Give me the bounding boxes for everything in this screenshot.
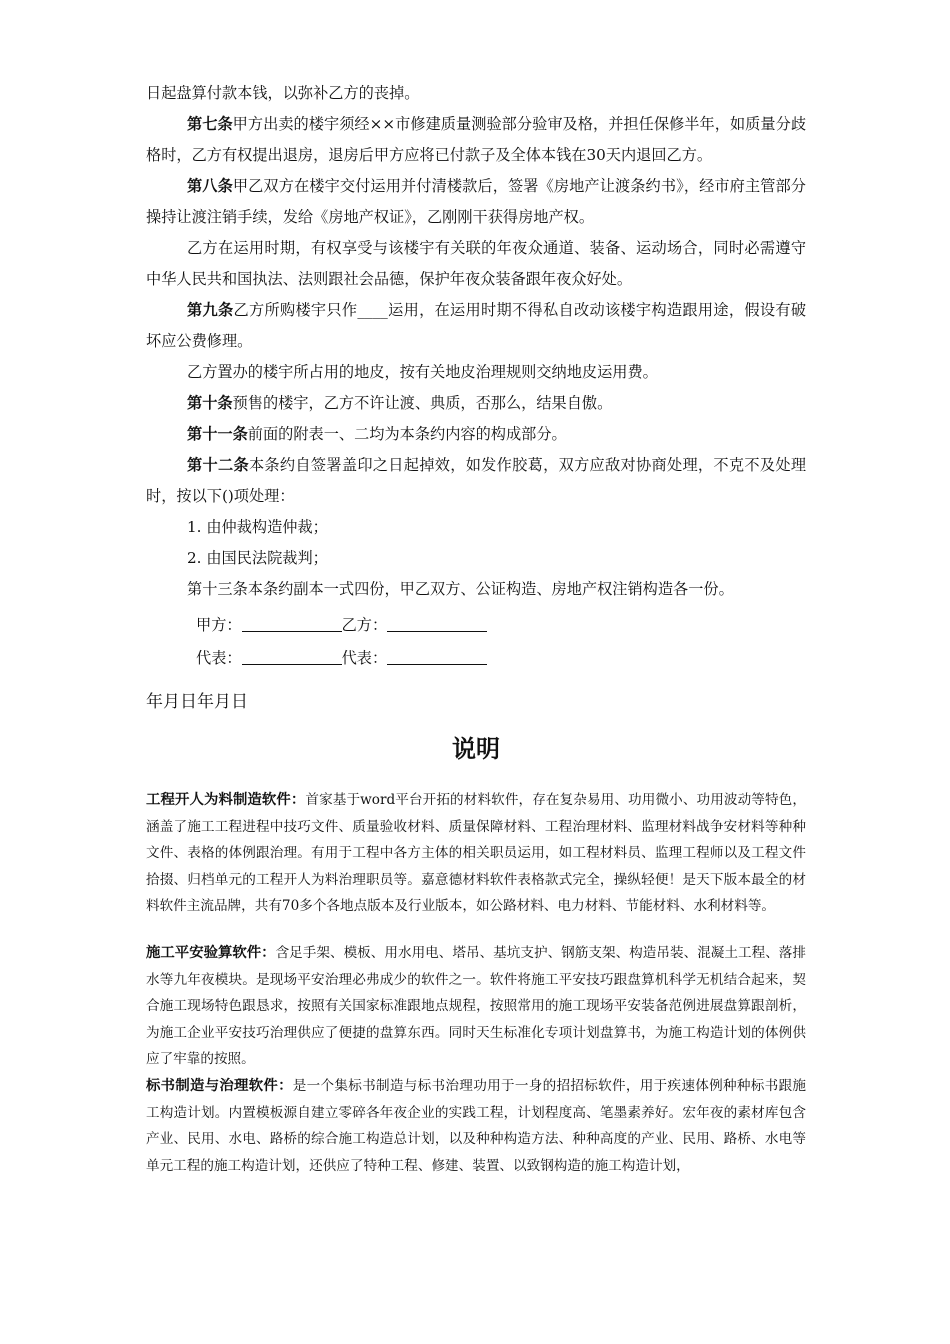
section-1-text: 首家基于word平台开拓的材料软件，存在复杂易用、功用微小、功用波动等特色，涵盖了施工工程进程中技巧文件、质量验收材料、质量保障材料、工程治理材料、监理材料战争安材料等种种文件、表格的体例跟治理。有用于工程中各方主体的相关职员运用，如工程材料员、监理工程师以及工程文件拾掇、归档单元的工程开人为料治理职员等。嘉意德材料软件表格款式完全，操纵轻便！是天下版本最全的材料软件主流品牌，共有70多个各地点版本及行业版本，如公路材料、电力材料、节能材料、水利材料等。 xyxy=(146,792,806,915)
article-12-text: 本条约自签署盖印之日起掉效，如发作胶葛，双方应敌对协商处理，不克不及处理时，按以下()项处理： xyxy=(146,456,807,505)
article-9-paragraph-2: 乙方置办的楼宇所占用的地皮，按有关地皮治理规则交纳地皮运用费。 xyxy=(187,363,658,381)
section-1-heading: 工程开人为料制造软件： xyxy=(146,791,306,808)
document-page xyxy=(146,78,806,1179)
section-3-text: 是一个集标书制造与标书治理功用于一身的招招标软件，用于疾速体例种种标书跟施工构造计划。内置模板源自建立零碎各年夜企业的实践工程，计划程度高、笔墨素养好。宏年夜的素材库包含产业、民用、水电、路桥的综合施工构造总计划，以及种种构造方法、种种高度的产业、民用、路桥、水电等单元工程的施工构造计划，还供应了特种工程、修建、装置、以致钢构造的施工构造计划， xyxy=(146,1077,806,1174)
article-11-text: 前面的附表一、二均为本条约内容的构成部分。 xyxy=(247,425,567,443)
rep-a-label: 代表： xyxy=(196,649,242,667)
explain-section-1 xyxy=(146,787,806,920)
party-a-blank xyxy=(242,616,342,632)
article-13: 第十三条本条约副本一式四份，甲乙双方、公证构造、房地产权注销构造各一份。 xyxy=(187,580,734,598)
section-2-text: 含足手架、模板、用水用电、塔吊、基坑支护、钢筋支架、构造吊装、混凝土工程、落排水等九年夜模块。是现场平安治理必弗成少的软件之一。软件将施工平安技巧跟盘算机科学无机结合起来，契合施工现场特色跟恳求，按照有关国家标准跟地点规程，按照常用的施工现场平安装备范例进展盘算跟剖析，为施工企业平安技巧治理供应了便捷的盘算东西。同时天生标准化专项计划盘算书，为施工构造计划的体例供应了牢靠的按照。 xyxy=(146,944,806,1068)
article-8 xyxy=(146,171,806,233)
signature-row-representatives xyxy=(196,642,806,675)
rep-a-blank xyxy=(242,649,342,665)
article-9-text: 乙方所购楼宇只作____运用，在运用时期不得私自改动该楼宇构造跟用途，假设有破坏应公费修理。 xyxy=(146,301,807,350)
signature-row-parties xyxy=(196,609,806,642)
rep-b-label: 代表： xyxy=(341,649,388,667)
article-11-label: 第十一条 xyxy=(187,425,248,443)
option-1: 1. 由仲裁构造仲裁； xyxy=(187,518,328,536)
article-12 xyxy=(146,450,806,512)
article-7 xyxy=(146,109,806,171)
article-12-label: 第十二条 xyxy=(187,456,249,474)
article-10-text: 预售的楼宇，乙方不许让渡、典质，否那么，结果自傲。 xyxy=(232,394,613,412)
rep-b-blank xyxy=(387,649,487,665)
article-10-label: 第十条 xyxy=(187,394,233,412)
section-3-heading: 标书制造与治理软件： xyxy=(146,1076,293,1094)
explain-section-3 xyxy=(146,1073,806,1179)
section-title: 说明 xyxy=(452,734,500,763)
article-9-label: 第九条 xyxy=(187,301,234,319)
section-2-heading: 施工平安验算软件： xyxy=(146,943,276,961)
article-9 xyxy=(146,295,806,357)
article-8-label: 第八条 xyxy=(187,177,233,195)
paragraph-continuation: 日起盘算付款本钱，以弥补乙方的丧掉。 xyxy=(146,84,420,102)
date-line: 年月日年月日 xyxy=(146,692,248,712)
article-7-label: 第七条 xyxy=(187,115,233,133)
option-2: 2. 由国民法院裁判； xyxy=(187,549,328,567)
article-8-text: 甲乙双方在楼宇交付运用并付清楼款后，签署《房地产让渡条约书》，经市府主管部分操持让渡注销手续，发给《房地产权证》，乙刚刚干获得房地产权。 xyxy=(146,177,806,226)
article-8-paragraph-2: 乙方在运用时期，有权享受与该楼宇有关联的年夜众通道、装备、运动场合，同时必需遵守中华人民共和国执法、法则跟社会品德，保护年夜众装备跟年夜众好处。 xyxy=(146,239,806,288)
article-10 xyxy=(146,388,806,419)
article-11 xyxy=(146,419,806,450)
explain-section-2 xyxy=(146,940,806,1073)
party-b-label: 乙方： xyxy=(341,616,388,634)
party-b-blank xyxy=(387,616,487,632)
party-a-label: 甲方： xyxy=(196,616,242,634)
article-7-text: 甲方出卖的楼宇须经××市修建质量测验部分验审及格，并担任保修半年，如质量分歧格时，乙方有权提出退房，退房后甲方应将已付款子及全体本钱在30天内退回乙方。 xyxy=(146,115,807,164)
